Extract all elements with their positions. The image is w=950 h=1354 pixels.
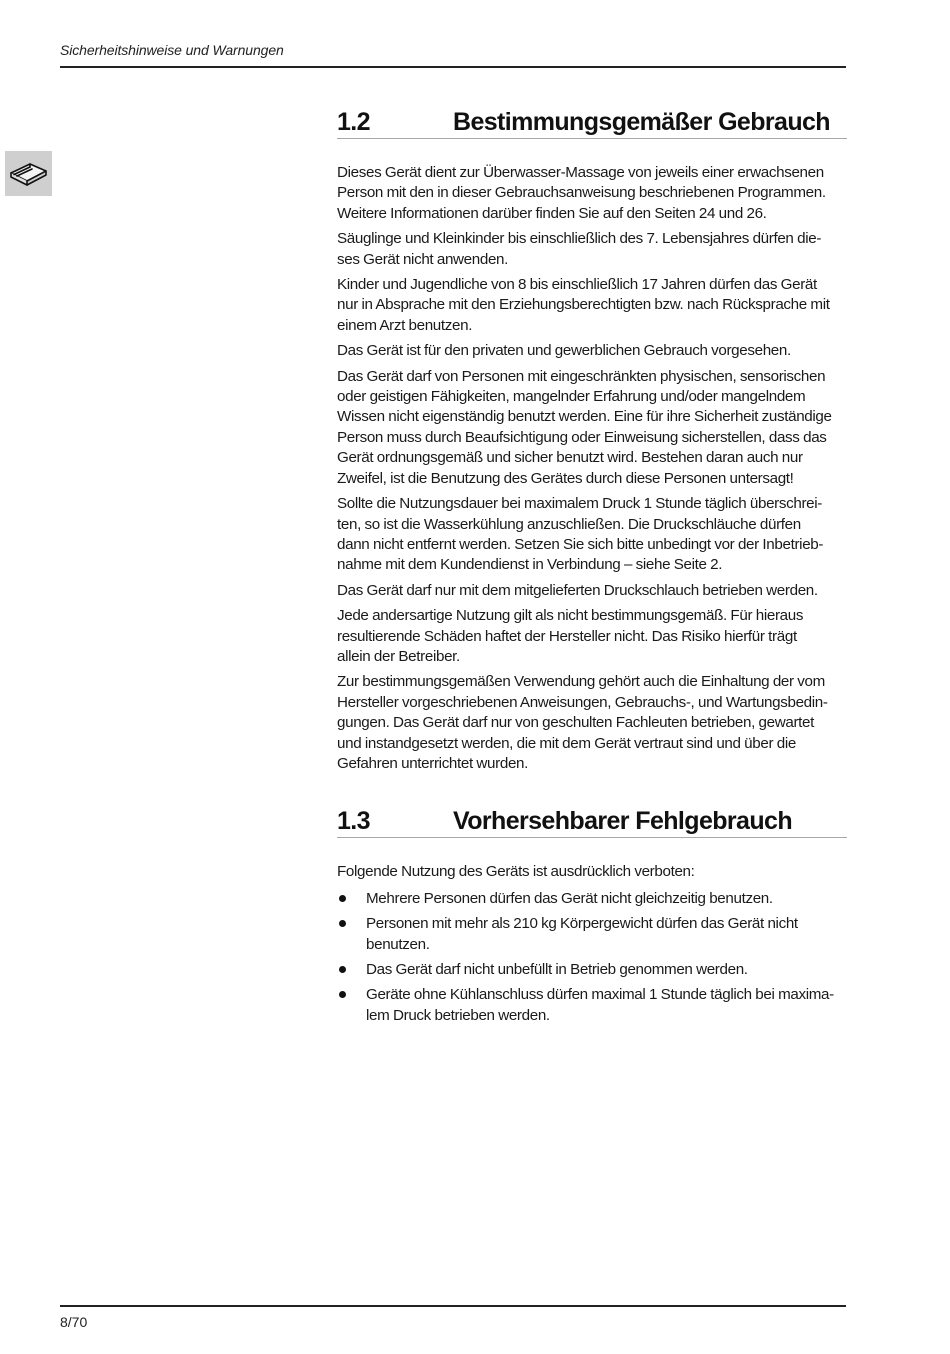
text-line: und instandgesetzt werden, die mit dem Gerät vertraut sind und über die <box>337 734 796 752</box>
bullet-icon <box>339 966 346 973</box>
text-line: Das Gerät ist für den privaten und gewerblichen Gebrauch vorgesehen. <box>337 342 791 360</box>
paragraph <box>337 229 847 270</box>
text-line: Hersteller vorgeschriebenen Anweisungen, Gebrauchs-, und Wartungsbedin- <box>337 693 828 711</box>
paragraph <box>337 275 847 336</box>
margin-tab <box>5 151 52 196</box>
open-book-icon <box>5 151 52 196</box>
text-line: Das Gerät darf nicht unbefüllt in Betrieb genommen werden. <box>366 961 748 978</box>
text-line: Dieses Gerät dient zur Überwasser-Massage von jeweils einer erwachsenen <box>337 164 824 181</box>
text-line: Jede andersartige Nutzung gilt als nicht bestimmungsgemäß. Für hieraus <box>337 607 804 625</box>
section-intended-use <box>337 100 847 774</box>
section-misuse <box>337 799 847 1026</box>
section-title: Bestimmungsgemäßer Gebrauch <box>453 108 830 136</box>
paragraph <box>337 672 847 774</box>
paragraph <box>337 606 847 667</box>
text-line: dann nicht entfernt werden. Setzen Sie sich bitte unbedingt vor der Inbetrieb- <box>337 535 824 553</box>
text-line: ses Gerät nicht anwenden. <box>337 250 509 268</box>
paragraph: Folgende Nutzung des Geräts ist ausdrücklich verboten: <box>337 863 695 881</box>
text-line: Säuglinge und Kleinkinder bis einschließlich des 7. Lebensjahres dürfen die- <box>337 230 822 248</box>
paragraph <box>337 494 847 576</box>
text-line: Personen mit mehr als 210 kg Körpergewicht dürfen das Gerät nicht <box>366 915 798 933</box>
text-line: Zweifel, ist die Benutzung des Gerätes durch diese Personen untersagt! <box>337 469 794 487</box>
text-line: nur in Absprache mit den Erziehungsberechtigten bzw. nach Rücksprache mit <box>337 296 830 314</box>
bullet-icon <box>339 991 346 998</box>
section-body <box>337 163 847 774</box>
bullet-list <box>337 889 847 1026</box>
paragraph <box>337 163 847 224</box>
text-line: lem Druck betrieben werden. <box>366 1006 550 1024</box>
text-line: einem Arzt benutzen. <box>337 316 473 334</box>
section-heading <box>337 100 847 139</box>
text-line: Sollte die Nutzungsdauer bei maximalem Druck 1 Stunde täglich überschrei- <box>337 495 823 513</box>
text-line: Mehrere Personen dürfen das Gerät nicht gleichzeitig benutzen. <box>366 889 773 907</box>
section-title: Vorhersehbarer Fehlgebrauch <box>453 807 793 836</box>
text-line: Weitere Informationen darüber finden Sie auf den Seiten 24 und 26. <box>337 204 767 222</box>
footer-rule <box>60 1305 846 1307</box>
text-line: oder geistigen Fähigkeiten, mangelnder Erfahrung und/oder mangelndem <box>337 388 806 406</box>
text-line: Gefahren unterrichtet wurden. <box>337 754 529 772</box>
paragraph <box>337 367 847 489</box>
text-line: Person mit den in dieser Gebrauchsanweisung beschriebenen Programmen. <box>337 184 826 202</box>
text-line: Person muss durch Beaufsichtigung oder Einweisung sicherstellen, dass das <box>337 428 827 446</box>
text-line: ten, so ist die Wasserkühlung anzuschließen. Die Druckschläuche dürfen <box>337 515 801 533</box>
paragraph <box>337 341 847 361</box>
text-line: resultierende Schäden haftet der Hersteller nicht. Das Risiko hierfür trägt <box>337 627 797 645</box>
text-line: nahme mit dem Kundendienst in Verbindung – siehe Seite 2. <box>337 556 723 574</box>
running-header: Sicherheitshinweise und Warnungen <box>60 42 284 58</box>
section-number: 1.3 <box>337 807 370 836</box>
section-number: 1.2 <box>337 108 370 136</box>
text-line: gungen. Das Gerät darf nur von geschulten Fachleuten betrieben, gewartet <box>337 714 814 732</box>
text-line: Wissen nicht eigenständig benutzt werden. Eine für ihre Sicherheit zuständige <box>337 408 832 426</box>
header-rule <box>60 66 846 68</box>
text-line: Zur bestimmungsgemäßen Verwendung gehört auch die Einhaltung der vom <box>337 673 825 691</box>
bullet-icon <box>339 920 346 927</box>
main-content <box>337 100 847 1026</box>
text-line: Gerät ordnungsgemäß und sicher benutzt wird. Bestehen daran auch nur <box>337 449 803 467</box>
list-item <box>337 960 847 980</box>
list-item <box>337 985 847 1026</box>
text-line: Das Gerät darf nur mit dem mitgelieferten Druckschlauch betrieben werden. <box>337 581 818 599</box>
text-line: Kinder und Jugendliche von 8 bis einschließlich 17 Jahren dürfen das Gerät <box>337 276 817 294</box>
list-item <box>337 889 847 909</box>
text-line: Geräte ohne Kühlanschluss dürfen maximal 1 Stunde täglich bei maxima- <box>366 986 834 1004</box>
page-number: 8/70 <box>60 1314 88 1330</box>
text-line: benutzen. <box>366 935 430 953</box>
bullet-icon <box>339 895 346 902</box>
list-item <box>337 914 847 955</box>
paragraph <box>337 581 847 601</box>
text-line: allein der Betreiber. <box>337 647 460 665</box>
section-heading <box>337 799 847 838</box>
text-line: Das Gerät darf von Personen mit eingeschränkten physischen, sensorischen <box>337 367 826 385</box>
